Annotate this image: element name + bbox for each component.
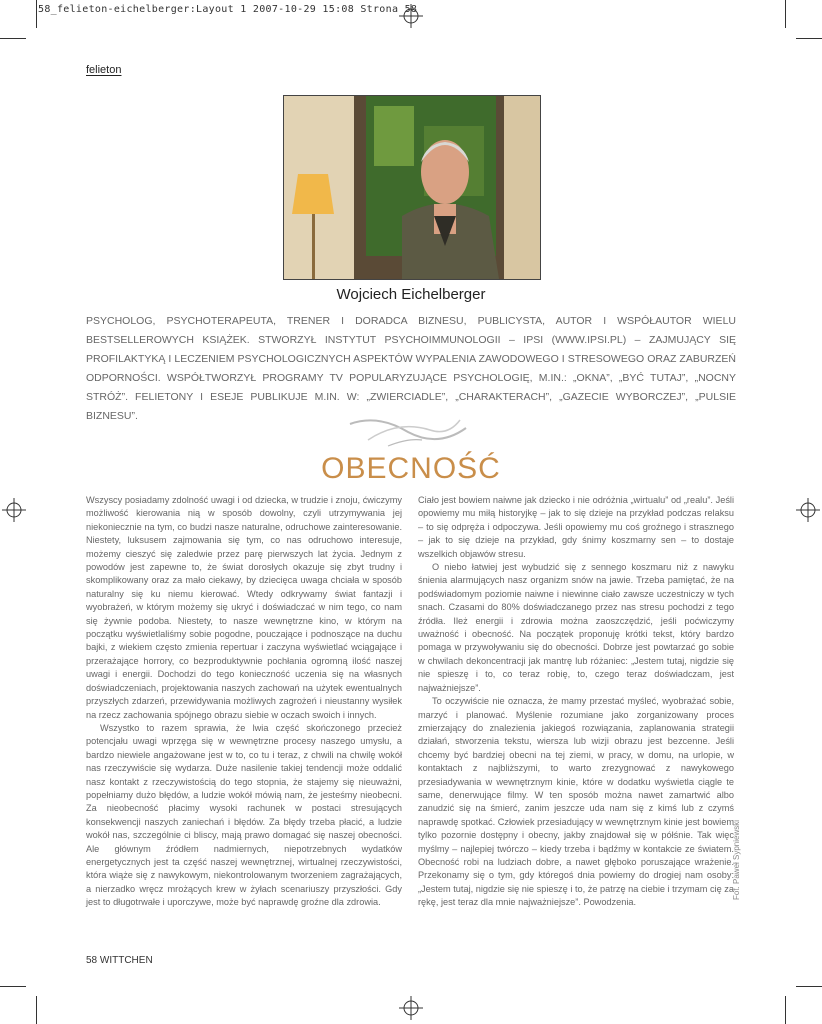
portrait-illustration	[284, 96, 540, 279]
crop-mark	[0, 38, 26, 39]
author-bio: PSYCHOLOG, PSYCHOTERAPEUTA, TRENER I DORADCA BIZNESU, PUBLICYSTA, AUTOR I WSPÓŁAUTOR WIELU BESTSELLEROWYCH KSIĄŻEK. STWORZYŁ INSTYTUT PSYCHOIMMUNOLOGII – IPSI (WWW.IPSI.PL) – ZAJMUJĄCY SIĘ PROFILAKTYKĄ I LECZENIEM PSYCHOLOGICZNYCH ASPEKTÓW WYPALENIA ZAWODOWEGO I STRESOWEGO ORAZ ZABURZEŃ ODPORNOŚCI. WSPÓŁTWORZYŁ PROGRAMY TV POPULARYZUJĄCE PSYCHOLOGIĘ, M.IN.: „OKNA”, „BYĆ TUTAJ”, „NOCNY STRÓŻ”. FELIETONY I ESEJE PUBLIKUJE M.IN. W: „ZWIERCIADLE”, „CHARAKTERACH”, „GAZECIE WYBORCZEJ”, „PULSIE BIZNESU”.	[86, 315, 736, 422]
crop-mark	[36, 0, 37, 28]
crop-mark	[796, 986, 822, 987]
paragraph: O niebo łatwiej jest wybudzić się z sennego koszmaru niż z nawyku śnienia alarmujących nasz organizm snów na jawie. Trzeba pamiętać, że na podświadomym poziomie naiwne i niewinne ciało zawsze uczestniczy w tych snach. Czasami do 80% doświadczanego przez nas stresu pochodzi z tego źródła. Ileż energii i zdrowia można zaoszczędzić, jeśli poćwiczymy uważność i obecność. Na początek proponuję krótki tekst, który bardzo pomaga w przywoływaniu się do obecności. Dobrze jest powtarzać go sobie w chwilach dekoncentracji jak mantrę lub różaniec: „Jestem tutaj, nigdzie się nie spieszę i to, co teraz robię, to, czego teraz doświadczam, jest najważniejsze”.	[418, 562, 734, 693]
author-name: Wojciech Eichelberger	[336, 286, 486, 303]
crop-mark	[36, 996, 37, 1024]
page-folio: 58 WITTCHEN	[86, 955, 153, 966]
photo-credit: Fot. Paweł Sypniewski	[732, 819, 741, 900]
print-slug: 58_felieton-eichelberger:Layout 1 2007-10-29 15:08 Strona 58	[38, 4, 418, 15]
section-label: felieton	[86, 64, 122, 76]
registration-mark-icon	[796, 498, 820, 522]
crop-mark	[796, 38, 822, 39]
swirl-ornament-icon	[348, 410, 468, 450]
article-column-left	[86, 494, 402, 910]
paragraph: Wszystko to razem sprawia, że lwia część skończonego przecież potencjału uwagi wprzęga się w wewnętrzne procesy naszego umysłu, a bardzo niewiele angażowane jest w to, co tu i teraz, z chwili na chwilę wokół nas rzeczywiście się wydarza. Duże nasilenie takiej tendencji może oddalić nasz kontakt z rzeczywistością do tego stopnia, że stajemy się nieuważni, popełniamy dużo błędów, a ludzie wokół mówią nam, że jesteśmy nieobecni. Za nieobecność płacimy wysoki rachunek w postaci stresujących konsekwencji naszych zaniechań i błędów. Za błędy trzeba płacić, a ludzie wokół nas, szczególnie ci bliscy, mają prawo domagać się naszej obecności. Ale głównym źródłem nadmiernych, niepotrzebnych wydatków energetycznych jest ta część naszej wewnętrznej, wirtualnej rzeczywistości, która wiąże się z nawykowym, niekontrolowanym tworzeniem zagrażających, a nierzadko wręcz mrożących krew w żyłach scenariuszy przyszłości. Gdy jest to długotrwałe i uporczywe, może być naprawdę groźne dla zdrowia.	[86, 722, 402, 908]
author-photo	[283, 95, 541, 280]
article-column-right	[418, 494, 734, 910]
article-title: OBECNOŚĆ	[321, 452, 501, 485]
registration-mark-icon	[2, 498, 26, 522]
registration-mark-icon	[399, 996, 423, 1020]
paragraph: Wszyscy posiadamy zdolność uwagi i od dziecka, w trudzie i znoju, ćwiczymy możliwość kierowania nią w sposób dowolny, czyli utrzymywania jej niekoniecznie na tym, co budzi nasze naturalne, odruchowe zainteresowanie. Niestety, luksusem zajmowania się tym, co nas odruchowo interesuje, możemy cieszyć się zaledwie przez parę pierwszych lat życia. Jednym z powodów jest zapewne to, że świat dorosłych okazuje się zbyt trudny i skomplikowany oraz za mało ciekawy, by dziecięca uwaga chciała w sposób naturalny się ku niemu kierować. Wtedy odkrywamy świat fantazji i wyobrażeń, w którym możemy się ukryć i doświadczać w nim tego, co nam się żywnie podoba. Niestety, to nasze wewnętrzne kino, w którym na początku wyświetlaliśmy sobie pogodne, pouczające i podnoszące na duchu bajki, z wiekiem często zmienia repertuar i zaczyna wyświetlać wciągające i przerażające horrory, co bezproduktywnie pochłania ogromną ilość naszej uwagi i energii. Dochodzi do tego konieczność uczenia się na własnych doświadczeniach, projektowania naszych zachowań na użytek ewentualnych przyszłych zdarzeń, przewidywania możliwych zagrożeń i nieustanny wysiłek na rzecz zachowania spójnego obrazu siebie w oczach swoich i innych.	[86, 495, 402, 720]
crop-mark	[0, 986, 26, 987]
paragraph: Ciało jest bowiem naiwne jak dziecko i nie odróżnia „wirtualu” od „realu”. Jeśli opowiemy mu miłą historyjkę – jak to się dzieje na przykład podczas relaksu – to się odpręża i odpoczywa. Jeśli opowiemy mu coś groźnego i strasznego – jak to się dzieje na przykład, gdy śnimy koszmarny sen – to dostaje wszelkich objawów stresu.	[418, 495, 734, 559]
crop-mark	[785, 996, 786, 1024]
crop-mark	[785, 0, 786, 28]
paragraph: To oczywiście nie oznacza, że mamy przestać myśleć, wyobrażać sobie, marzyć i planować. Myślenie rozumiane jako zorganizowany proces zmierzający do znalezienia jakiegoś rozwiązania, zaplanowania strategii działań, stworzenia tekstu, wiersza lub wizji obrazu jest bezcenne. Jeśli chcemy być bardziej obecni na tej ziemi, w pracy, w domu, na urlopie, w kontaktach z najbliższymi, to warto zrezygnować z nawykowego przesiadywania w wewnętrznym kinie, które w dodatku wyświetla ciągle te same, denerwujące filmy. W ten sposób można nawet zamartwić albo zanudzić się na śmierć, zanim jeszcze uda nam się z kimś lub z czymś naprawdę spotkać. Człowiek przesiadujący w wewnętrznym kinie jest bowiem tylko pozornie dostępny i obecny, jakby znajdował się w półśnie. Tak więc myślmy – najlepiej twórczo – kiedy trzeba i bądźmy w kontakcie ze światem. Obecność robi na ludziach dobre, a nawet głęboko poruszające wrażenie. Przekonamy się o tym, gdy któregoś dnia powiemy do drogiej nam osoby: „Jestem tutaj, nigdzie się nie spieszę i to, że patrzę na ciebie i trzymam cię za rękę, jest teraz dla mnie najważniejsze”. Powodzenia.	[418, 696, 734, 908]
registration-mark-icon	[399, 4, 423, 28]
